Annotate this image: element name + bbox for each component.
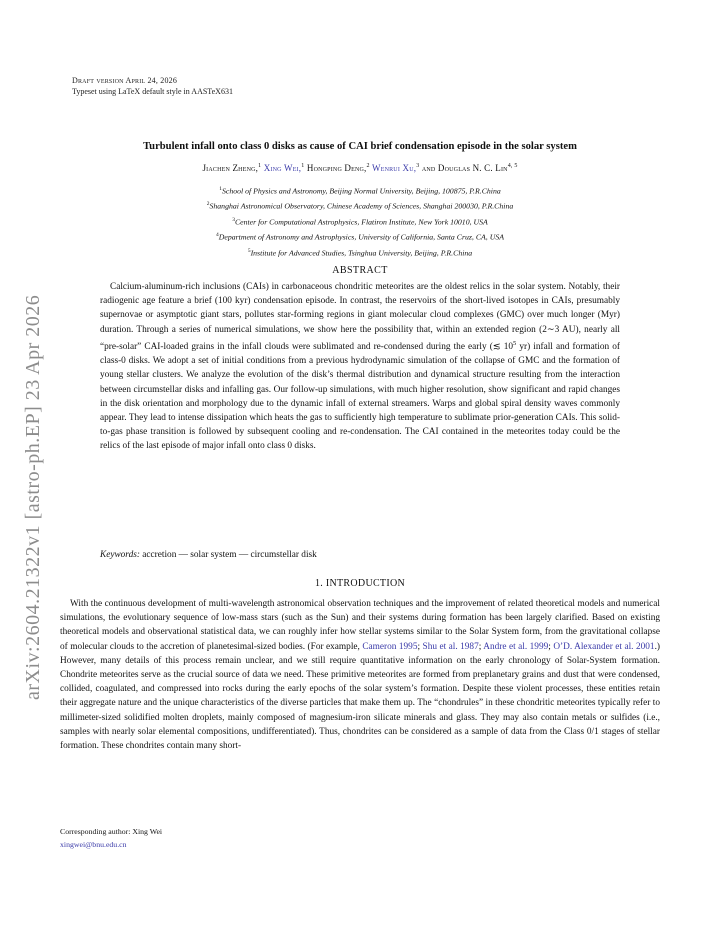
affiliation-1: $^1$School of Physics and Astronomy, Beijing Normal University, Beijing, 100875, P.R.China xyxy=(219,186,501,196)
header-notes xyxy=(72,75,233,97)
citation-link[interactable]: Andre et al. 1999 xyxy=(483,641,549,652)
corresponding-author: Corresponding author: Xing Wei xyxy=(60,827,163,836)
abstract-heading: ABSTRACT xyxy=(332,265,388,276)
affiliation-3: $^3$Center for Computational Astrophysics, Flatiron Institute, New York 10010, USA xyxy=(232,216,488,227)
citation-link[interactable]: O’D. Alexander et al. 2001 xyxy=(553,641,655,652)
paper-title: Turbulent infall onto class 0 disks as cause of CAI brief condensation episode in the solar system xyxy=(143,141,577,152)
keywords-label: Keywords: xyxy=(100,550,140,560)
footnote xyxy=(60,825,162,851)
arxiv-identifier[interactable]: arXiv:2604.21322v1 [astro-ph.EP] 23 Apr 2026 xyxy=(22,294,44,700)
affiliation-4: $^4$Department of Astronomy and Astrophysics, University of California, Santa Cruz, CA, USA xyxy=(216,232,504,242)
typeset-note: Typeset using LaTeX default style in AASTeX631 xyxy=(72,87,233,96)
citation-link[interactable]: Cameron 1995 xyxy=(362,641,418,652)
draft-version: Draft version April 24, 2026 xyxy=(72,76,178,85)
abstract-text: Calcium-aluminum-rich inclusions (CAIs) in carbonaceous chondritic meteorites are the oldest relics in the solar system. Notably, their radiogenic age feature a brief (100 kyr) condensation episode. In contrast, the reservoirs of the short-lived isotopes in CAIs, presumably supernovae or asymptotic giant stars, pollutes star-forming regions in giant molecular cloud complexes (GMC) over much longer (Myr) duration. Through a series of numerical simulations, we show here the possibility that, within an extended region (2∼3 AU), nearly all “pre-solar” CAI-loaded grains in the infall clouds were sublimated and re-condensed during the early (≲ $10^5$ yr) infall and formation of class-0 disks. We adopt a set of initial conditions from a previous hydrodynamic simulation of the collapse of GMC and the formation of young stellar clusters. We analyze the evolution of the disk’s thermal distribution and dynamical structure resulting from the interaction between circumstellar disks and infalling gas. Our follow-up simulations, with much higher resolution, show significant and rapid changes in the disk orientation and morphology due to the dynamic infall of external streamers. Warps and global spiral density waves commonly appear. They lead to intense dissipation which heats the gas to sufficiently high temperature to sublimate prior-generation CAIs. This solid-to-gas phase transition is followed by subsequent cooling and re-condensation. The CAI contained in the meteorites today could be the relics of the last episode of major infall onto class 0 disks. xyxy=(100,282,620,452)
author-4-link[interactable]: Wenrui Xu, xyxy=(372,163,417,173)
introduction-paragraph: With the continuous development of multi-wavelength astronomical observation techniques and the improvement of related theoretical models and numerical simulations, the evolutionary sequence of low-mass stars (such as the Sun) and their systems during formation has been largely clarified. Based on existing theoretical models and observational statistical data, we can roughly infer how stellar systems similar to the Solar System form, from the gravitational collapse of molecular clouds to the accretion of planetesimal-sized bodies. (For example, Cameron 1995; Shu et al. 1987; Andre et al. 1999; O’D. Alexander et al. 2001.) However, many details of this process remain unclear, and we still require quantitative information on the early chronology of Solar-System formation. Chondrite meteorites serve as the crucial source of data we need. These primitive meteorites are formed from preplanetary grains and dust that were condensed, collided, coagulated, and compressed into rocks during the early epochs of the solar system’s formation. Despite these violent processes, these entities retain their aggregate nature and the unique characteristics of the diverse particles that make them up. The “chondrules” in these chondritic meteorites typically refer to millimeter-sized solidified molten droplets, mainly composed of magnesium-iron silicate minerals and glass. They may also contain metals or sulfides (i.e., samples with nearly solar elemental compositions, undifferentiated). Thus, chondrites can be considered as a sample of data from the Class 0/1 stages of stellar formation. These chondrites contain many short- xyxy=(60,599,660,752)
author-list: Jiachen Zheng,$^1$ Xing Wei,$^1$ Hongping Deng,$^2$ Wenrui Xu,$^3$ and Douglas N. C. Lin$^{4, 5}$ xyxy=(202,163,518,173)
affiliation-list xyxy=(40,183,680,260)
email-link[interactable]: xingwei@bnu.edu.cn xyxy=(60,840,127,849)
author-5: and Douglas N. C. Lin$^{4, 5}$ xyxy=(421,163,518,173)
keywords-line xyxy=(100,550,317,560)
affiliation-5: $^5$Institute for Advanced Studies, Tsinghua University, Beijing, P.R.China xyxy=(247,247,473,258)
keywords-text: accretion — solar system — circumstellar disk xyxy=(142,550,317,560)
affiliation-2: $^2$Shanghai Astronomical Observatory, Chinese Academy of Sciences, Shanghai 200030, P.R.China xyxy=(206,201,514,211)
author-3: Hongping Deng,$^2$ xyxy=(306,163,370,173)
citation-link[interactable]: Shu et al. 1987 xyxy=(422,641,479,652)
author-2-link[interactable]: Xing Wei, xyxy=(263,163,302,173)
section-heading-introduction: 1. INTRODUCTION xyxy=(314,578,406,589)
author-1: Jiachen Zheng,$^1$ xyxy=(202,163,262,173)
